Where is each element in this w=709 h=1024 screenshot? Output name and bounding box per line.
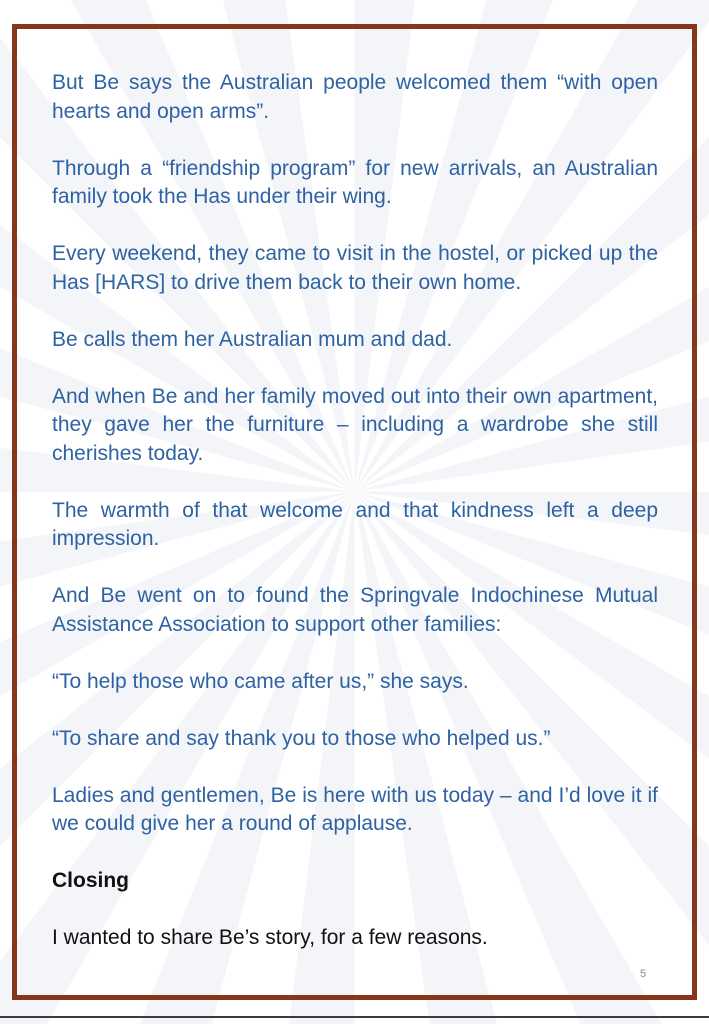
paragraph-australian-parents: Be calls them her Australian mum and dad. [52,327,453,351]
paragraph-friendship-program: Through a “friendship program” for new arrivals, an Australian family took the Has under their wing. [52,156,658,208]
page-number: 5 [640,968,647,980]
paragraph-applause: Ladies and gentlemen, Be is here with us today – and I’d love it if we could give her a round of applause. [52,783,658,835]
paragraph-apartment: And when Be and her family moved out into their own apartment, they gave her the furniture – including a wardrobe she still cherishes today. [52,384,658,465]
section-heading-closing: Closing [52,869,129,892]
bottom-divider [0,1016,709,1018]
page-content [52,69,658,981]
paragraph-impression: The warmth of that welcome and that kindness left a deep impression. [52,498,658,550]
paragraph-quote-help: “To help those who came after us,” she says. [52,669,469,693]
paragraph-quote-thanks: “To share and say thank you to those who helped us.” [52,726,551,750]
paragraph-welcome: But Be says the Australian people welcomed them “with open hearts and open arms”. [52,71,658,123]
paragraph-weekend-visits: Every weekend, they came to visit in the hostel, or picked up the Has [HARS] to drive them back to their own home. [52,242,658,294]
paragraph-closing: I wanted to share Be’s story, for a few reasons. [52,926,488,949]
paragraph-association: And Be went on to found the Springvale Indochinese Mutual Assistance Association to support other families: [52,584,658,636]
